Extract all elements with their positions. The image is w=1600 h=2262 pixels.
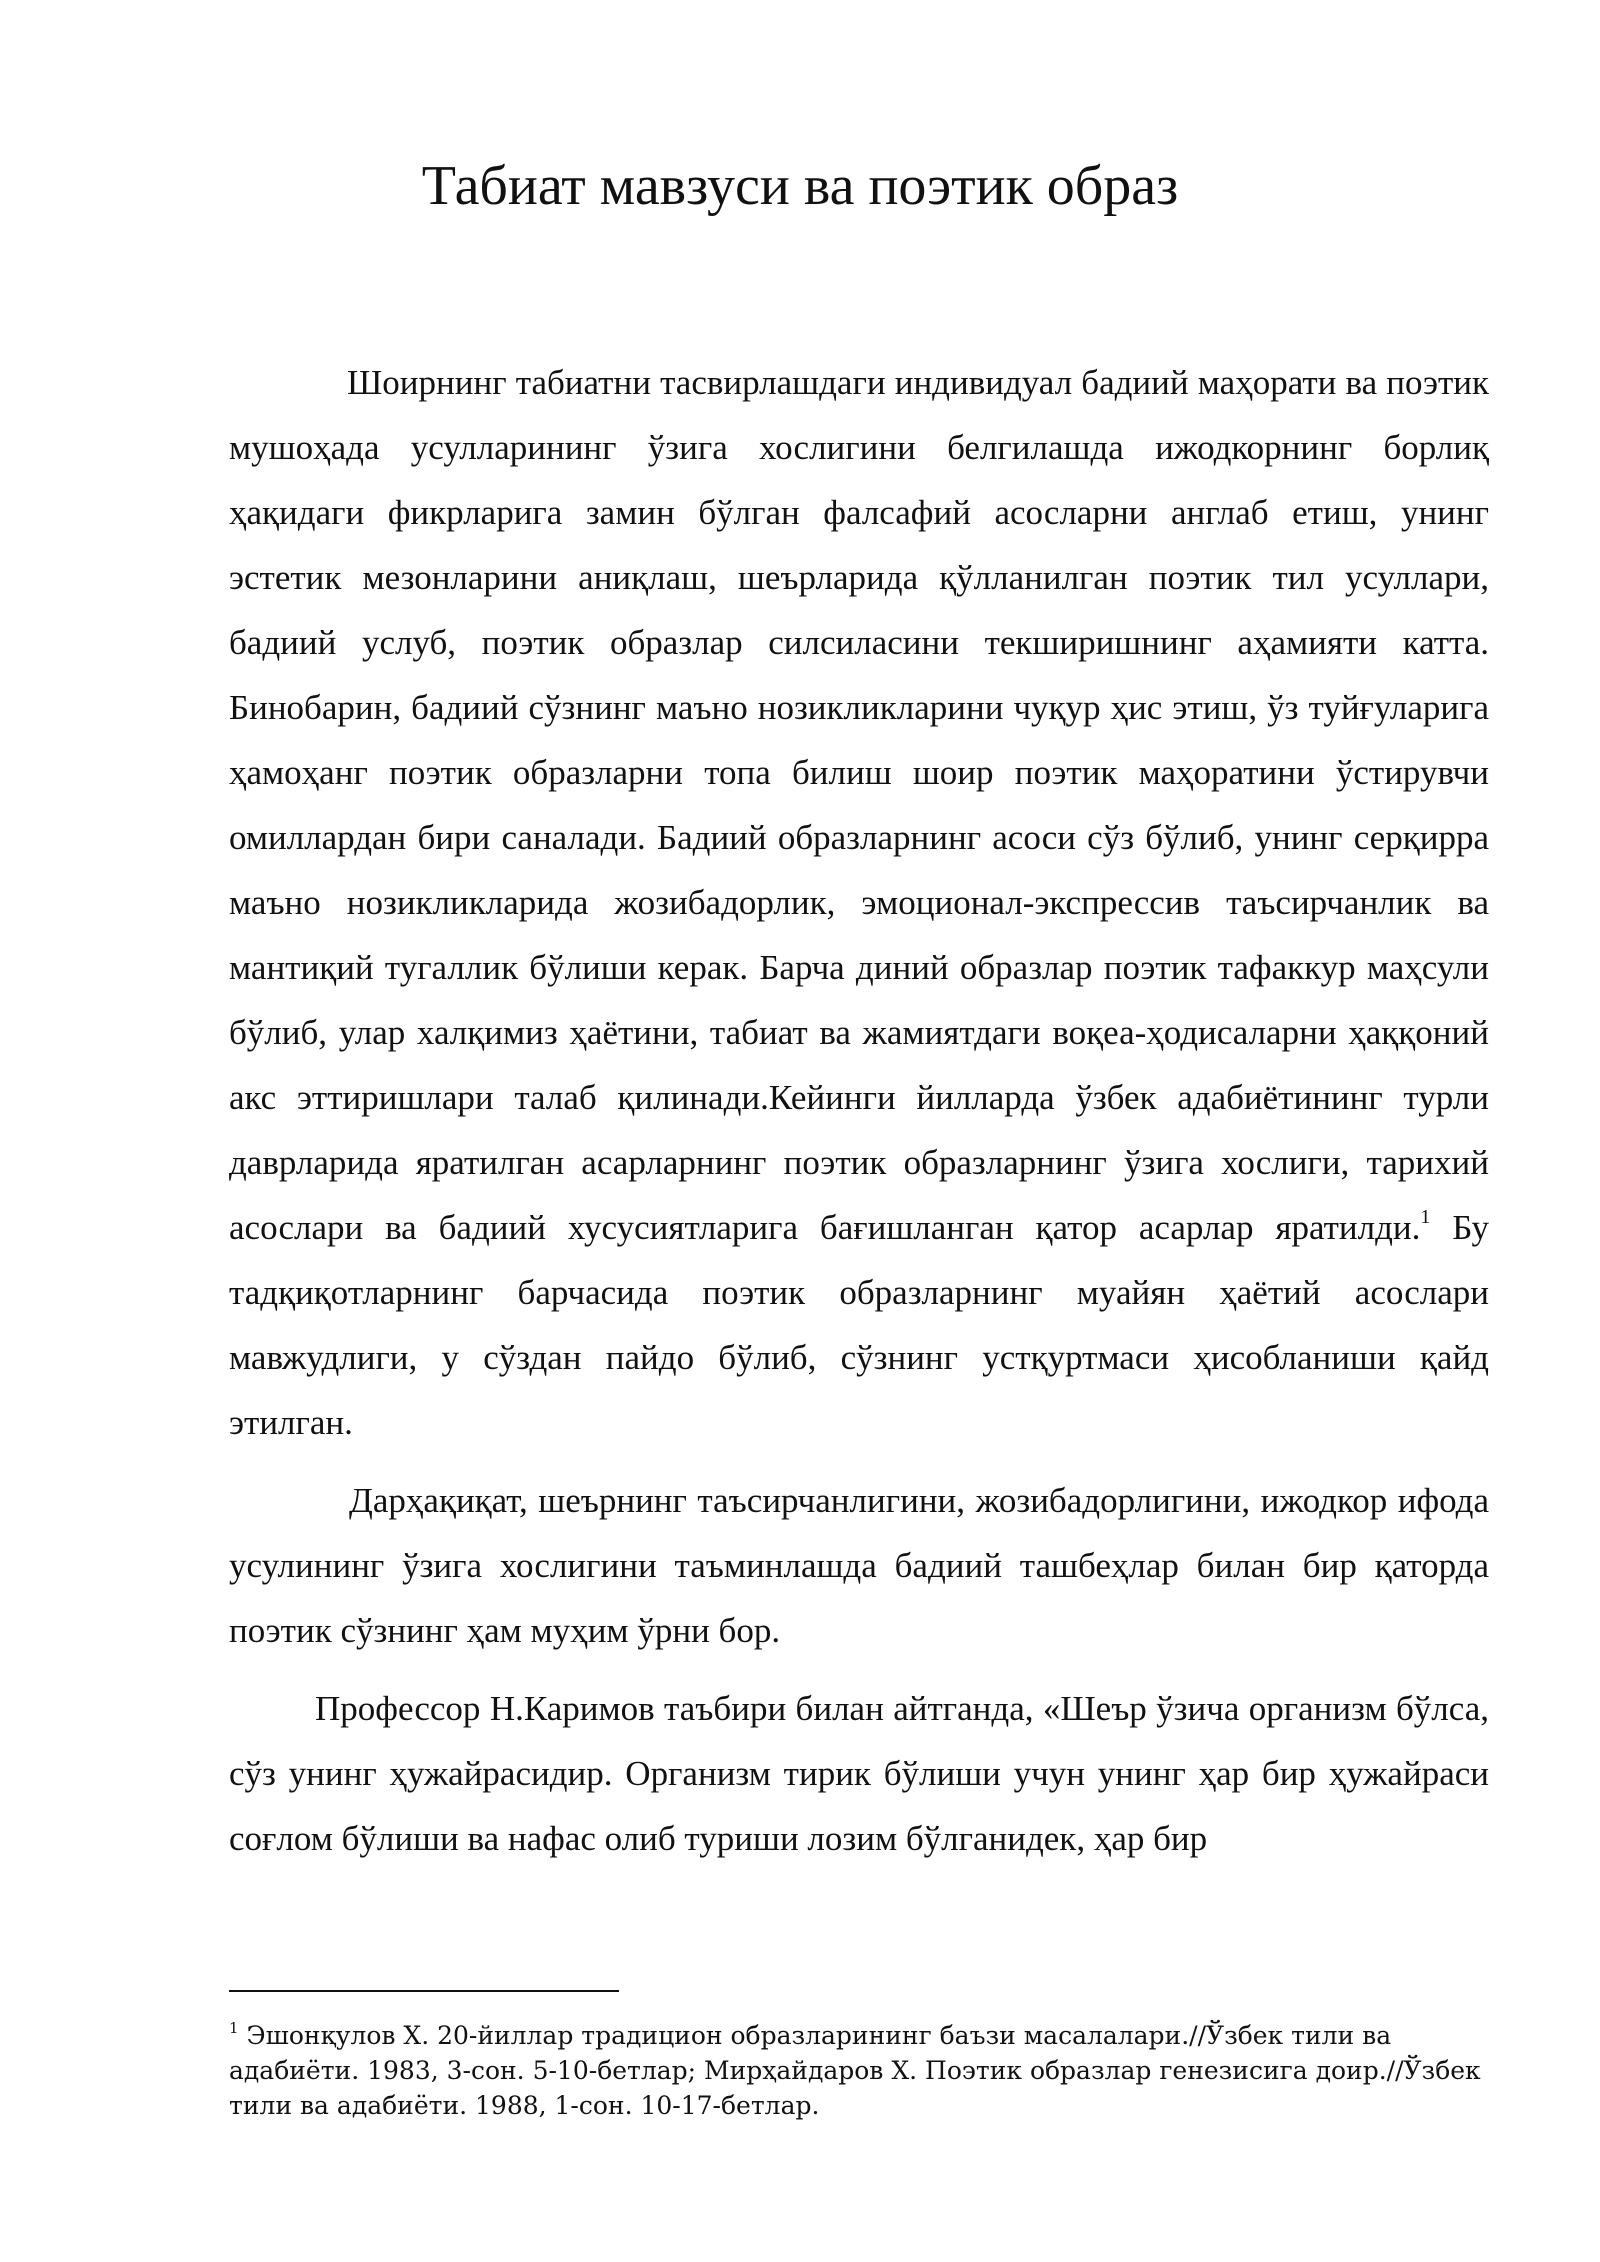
footnote [229, 2018, 1491, 2123]
footnote-text: Эшонқулов Х. 20-йиллар традицион образларининг баъзи масалалари.//Ўзбек тили ва адабиёти. 1983, 3-сон. 5-10-бетлар; Мирҳайдаров Х. Поэтик образлар генезисига доир.//Ўзбек тили ва адабиёти. 1988, 1-сон. 10-17-бетлар. [229, 2021, 1481, 2120]
page-title: Табиат мавзуси ва поэтик образ [421, 155, 1179, 217]
paragraph-1-text: Шоирнинг табиатни тасвирлашдаги индивидуал бадиий маҳорати ва поэтик мушоҳада усулларининг ўзига хослигини белгилашда ижодкорнинг борлиқ ҳақидаги фикрларига замин бўлган фалсафий асосларни англаб етиш, унинг эстетик мезонларини аниқлаш, шеърларида қўлланилган поэтик тил усуллари, бадиий услуб, поэтик образлар силсиласини текширишнинг аҳамияти катта. Бинобарин, бадиий сўзнинг маъно нозикликларини чуқур ҳис этиш, ўз туйғуларига ҳамоҳанг поэтик образларни топа билиш шоир поэтик маҳоратини ўстирувчи омиллардан бири саналади. Бадиий образларнинг асоси сўз бўлиб, унинг серқирра маъно нозикликларида жозибадорлик, эмоционал-экспрессив таъсирчанлик ва мантиқий тугаллик бўлиши керак. Барча диний образлар поэтик тафаккур маҳсули бўлиб, улар халқимиз ҳаётини, табиат ва жамиятдаги воқеа-ҳодисаларни ҳаққоний акс эттиришлари талаб қилинади.Кейинги йилларда ўзбек адабиётининг турли даврларида яратилган асарларнинг поэтик образларнинг ўзига хослиги, тарихий асослари ва бадиий хусусиятларига бағишланган қатор асарлар яратилди. [229, 363, 1489, 1247]
document-body [229, 350, 1489, 1871]
paragraph-1-text-continued: Бу тадқиқотларнинг барчасида поэтик образларнинг муайян ҳаётий асослари мавжудлиги, у сўздан пайдо бўлиб, сўзнинг устқуртмаси ҳисобланиши қайд этилган. [229, 1208, 1489, 1442]
footnote-reference[interactable]: 1 [1420, 1206, 1431, 1228]
paragraph-3: Профессор Н.Каримов таъбири билан айтганда, «Шеър ўзича организм бўлса, сўз унинг ҳужайрасидир. Организм тирик бўлиши учун унинг ҳар бир ҳужайраси соғлом бўлиши ва нафас олиб туриши лозим бўлганидек, ҳар бир [229, 1689, 1489, 1858]
paragraph-2: Дарҳақиқат, шеърнинг таъсирчанлигини, жозибадорлигини, ижодкор ифода усулининг ўзига хослигини таъминлашда бадиий ташбеҳлар билан бир қаторда поэтик сўзнинг ҳам муҳим ўрни бор. [229, 1481, 1489, 1650]
footnote-separator [229, 1990, 619, 1992]
paragraph-1 [229, 350, 1489, 1455]
footnote-mark: 1 [229, 2019, 239, 2037]
